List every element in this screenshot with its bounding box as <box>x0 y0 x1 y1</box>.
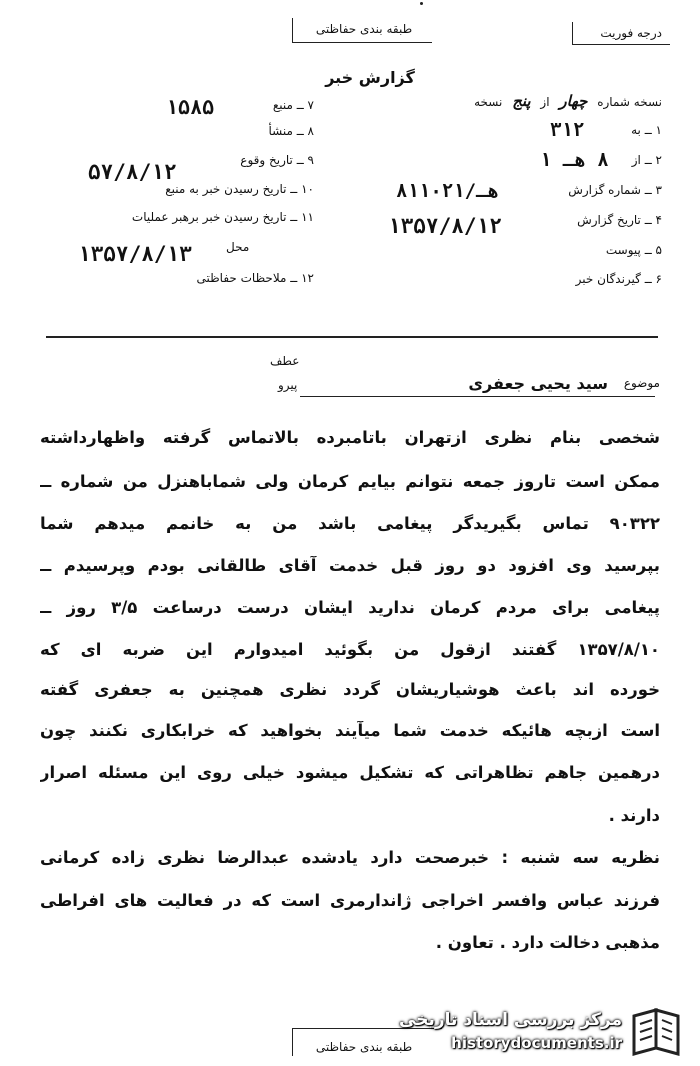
field-report-date-label: ۴ ــ تاریخ گزارش <box>577 213 662 227</box>
analysis-line: مذهبی دخالت دارد . تعاون . <box>435 933 660 952</box>
urgency-bracket <box>572 22 573 44</box>
classification-header: طبقه بندی حفاظتی <box>315 22 413 36</box>
field-event-date-value: ۵۷/۸/۱۲ <box>88 160 177 184</box>
field-origin-label: ۸ ــ منشأ <box>268 124 314 138</box>
body-line: است ازبچه هائیکه خدمت شما میآیند بخواهید که خرابکاری نکنند چون <box>40 721 660 740</box>
watermark-url: historydocuments.ir <box>451 1034 622 1052</box>
body-line: درهمین جاهم تظاهراتی که تشکیل میشود خیلی روی این مسئله اصرار <box>40 763 660 782</box>
copy-number-line <box>382 92 662 110</box>
field-source-label: ۷ ــ منبع <box>272 98 314 112</box>
body-line: ۹۰۳۲۲ تماس بگیریدگر پیغامی باشد من به خانمم میدهم شما <box>40 514 660 533</box>
body-line: ممکن است تاروز جمعه نتوانم بیایم کرمان ولی شماباهنزل من شماره ــ <box>40 472 660 491</box>
copy-from-label: از <box>540 95 550 109</box>
classification-underline <box>292 42 432 43</box>
field-event-date-label: ۹ ــ تاریخ وقوع <box>240 153 314 167</box>
field-to-label: ۱ ــ به <box>631 123 662 137</box>
field-attachment-label: ۵ ــ پیوست <box>605 243 662 257</box>
field-news-to-source-label: ۱۰ ــ تاریخ رسیدن خبر به منبع <box>165 182 314 196</box>
analysis-line: فرزند عباس وافسر اخراجی ژاندارمری است که در فعالیت های افراطی <box>40 891 660 910</box>
header-divider <box>46 336 658 338</box>
classification-bracket <box>292 18 293 42</box>
body-line: دارند . <box>608 806 660 825</box>
field-report-date-value: ۱۳۵۷/۸/۱۲ <box>388 214 502 238</box>
field-to-value: ۳۱۲ <box>550 119 585 141</box>
urgency-label: درجه فوریت <box>600 26 662 40</box>
body-line: پیغامی برای مردم کرمان ندارید ایشان درست درساعت ۳/۵ روز ــ <box>40 598 660 617</box>
field-source-value: ۱۵۸۵ <box>166 95 215 119</box>
footer-bracket <box>292 1028 293 1056</box>
subject-value: سید یحیی جعفری <box>468 374 608 393</box>
top-dot <box>420 2 423 5</box>
body-line: شخصی بنام نظری ازتهران باتامبرده بالاتماس گرفته واظهارداشته <box>40 428 660 447</box>
subject-underline <box>300 396 655 397</box>
field-recipients-label: ۶ ــ گیرندگان خبر <box>575 272 662 286</box>
footer-classification: طبقه بندی حفاظتی <box>315 1040 413 1054</box>
watermark-title: مرکز بررسی اسناد تاریخی <box>399 1010 622 1030</box>
subject-label: موضوع <box>623 376 660 390</box>
field-report-number-value: ۸هـ/۱۱۰۲۱ <box>396 180 499 202</box>
book-logo-icon <box>628 1006 684 1058</box>
page-title: گزارش خبر <box>325 68 415 87</box>
peyro-label: پیرو <box>278 378 298 392</box>
field-place-label: محل <box>226 240 250 254</box>
copy-number-value: چهار <box>559 92 588 110</box>
field-news-to-leader-label: ۱۱ ــ تاریخ رسیدن خبر برهبر عملیات <box>131 210 314 224</box>
body-line: بپرسید وی افزود دو روز قبل خدمت آقای طالقانی بودم وپرسیدم ــ <box>40 556 660 575</box>
analysis-line: نظریه سه شنبه : خبرصحت دارد یادشده عبدالرضا نظری زاده کرمانی <box>40 848 660 867</box>
urgency-underline <box>572 44 670 45</box>
copy-from-value: پنج <box>512 92 531 110</box>
body-line: ۱۳۵۷/۸/۱۰ گفتند ازقول من بگوئید امیدوارم این ضربه ای که <box>40 640 660 659</box>
atf-label: عطف <box>270 354 300 368</box>
copy-number-label: نسخه شماره <box>597 95 662 109</box>
field-report-number-label: ۳ ــ شماره گزارش <box>568 183 662 197</box>
field-from-value: ۸ هـ ۱ <box>540 149 609 171</box>
copies-word: نسخه <box>474 95 503 109</box>
field-news-to-leader-value: ۱۳۵۷/۸/۱۳ <box>78 242 192 266</box>
field-from-label: ۲ ــ از <box>631 153 662 167</box>
field-protection-notes-label: ۱۲ ــ ملاحظات حفاظتی <box>196 271 314 285</box>
body-line: خورده اند باعث هوشیاریشان گردد نظری همچنین به جعفری گفته <box>40 680 660 699</box>
